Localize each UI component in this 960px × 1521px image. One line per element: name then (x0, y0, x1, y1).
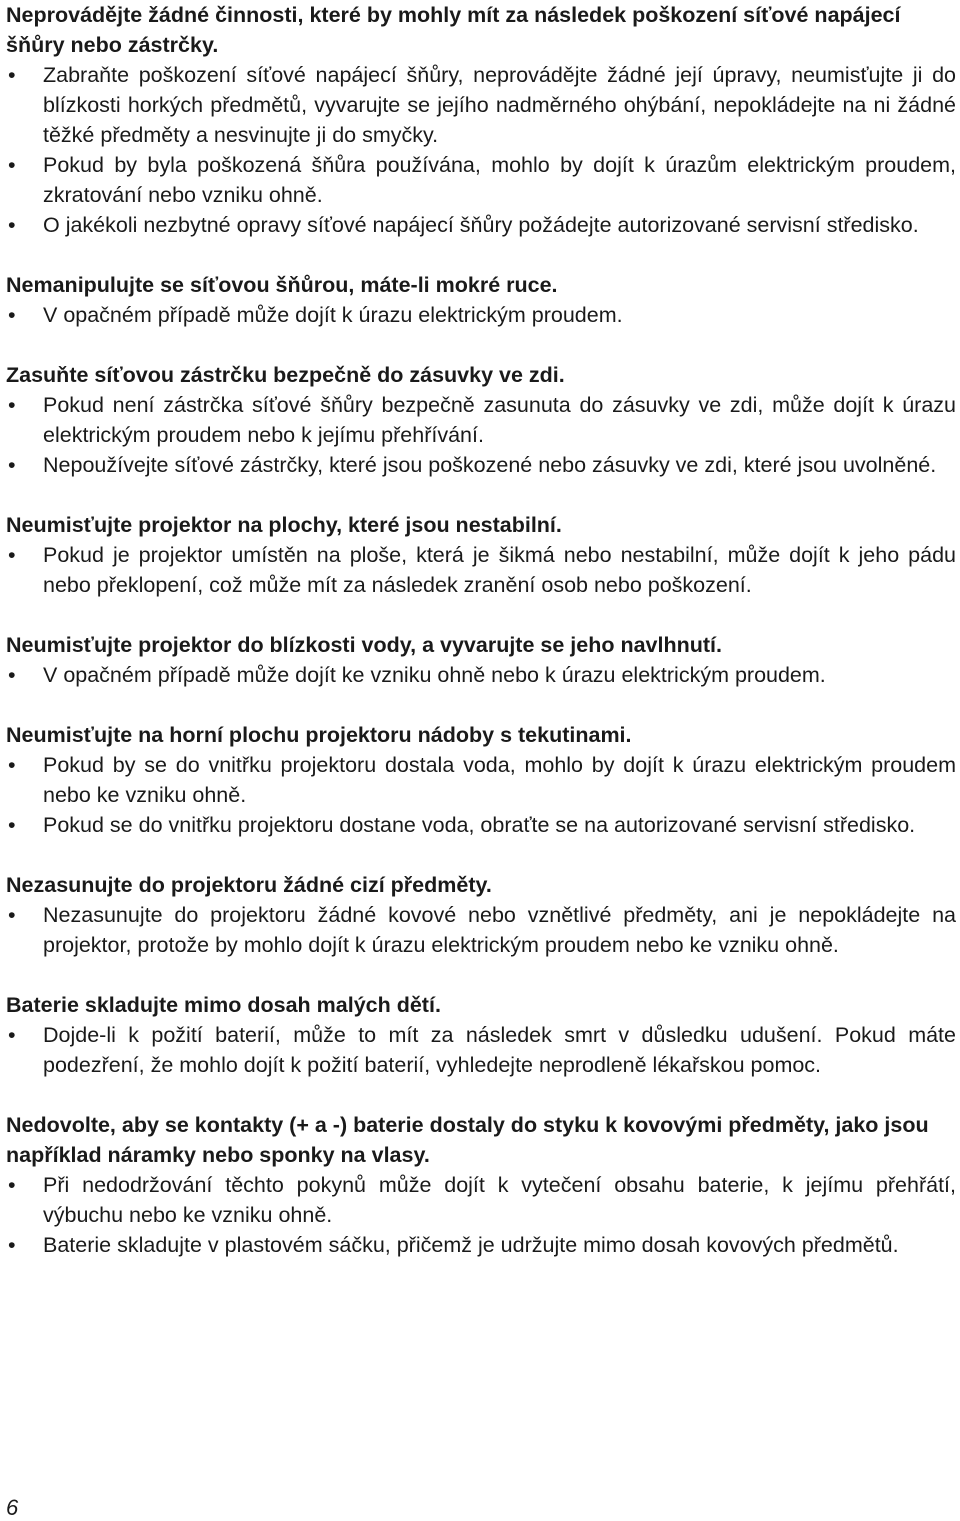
bullet-icon: • (8, 153, 16, 177)
section-unstable-surface (6, 510, 956, 600)
list-item (6, 810, 956, 840)
bullet-icon: • (8, 303, 16, 327)
bullet-icon: • (8, 663, 16, 687)
list-item-text: Při nedodržování těchto pokynů může dojít k vytečení obsahu baterie, k jejímu přehřátí, výbuchu nebo ke vzniku ohně. (43, 1173, 956, 1227)
list-item-text: Zabraňte poškození síťové napájecí šňůry, neprovádějte žádné její úpravy, neumisťujte ji do blízkosti horkých předmětů, vyvarujte se jejího nadměrného ohýbání, nepokládejte na ni žádné těžké předměty a nesvinujte ji do smyčky. (43, 63, 956, 147)
list-item-text: Pokud se do vnitřku projektoru dostane voda, obraťte se na autorizované servisní středisko. (43, 813, 916, 837)
section-battery-contacts (6, 1110, 956, 1260)
section-heading: Nedovolte, aby se kontakty (+ a -) baterie dostaly do styku k kovovými předměty, jako jsou například náramky nebo sponky na vlasy. (6, 1113, 929, 1167)
section-heading: Neumisťujte na horní plochu projektoru nádoby s tekutinami. (6, 723, 632, 747)
list-item (6, 1170, 956, 1230)
bullet-list (6, 1170, 956, 1260)
bullet-icon: • (8, 1173, 16, 1197)
section-gap (6, 840, 956, 870)
document-page (6, 0, 956, 1260)
section-heading: Nemanipulujte se síťovou šňůrou, máte-li mokré ruce. (6, 273, 558, 297)
bullet-list (6, 1020, 956, 1080)
list-item (6, 750, 956, 810)
section-wet-hands (6, 270, 956, 330)
section-liquid-containers (6, 720, 956, 840)
list-item (6, 390, 956, 450)
section-heading: Neprovádějte žádné činnosti, které by mohly mít za následek poškození síťové napájecí šňůry nebo zástrčky. (6, 3, 901, 57)
bullet-list (6, 60, 956, 240)
section-heading: Neumisťujte projektor na plochy, které jsou nestabilní. (6, 513, 562, 537)
section-gap (6, 600, 956, 630)
section-foreign-objects (6, 870, 956, 960)
bullet-list (6, 300, 956, 330)
bullet-list (6, 660, 956, 690)
list-item-text: Dojde-li k požití baterií, může to mít za následek smrt v důsledku udušení. Pokud máte podezření, že mohlo dojít k požití baterií, vyhledejte neprodleně lékařskou pomoc. (43, 1023, 956, 1077)
list-item-text: Nepoužívejte síťové zástrčky, které jsou poškozené nebo zásuvky ve zdi, které jsou uvolněné. (43, 453, 937, 477)
section-gap (6, 690, 956, 720)
bullet-list (6, 390, 956, 480)
list-item (6, 450, 956, 480)
section-heading: Baterie skladujte mimo dosah malých dětí. (6, 993, 441, 1017)
bullet-icon: • (8, 393, 16, 417)
list-item-text: V opačném případě může dojít ke vzniku ohně nebo k úrazu elektrickým proudem. (43, 663, 826, 687)
list-item (6, 300, 956, 330)
section-plug-securely (6, 360, 956, 480)
list-item-text: Pokud by se do vnitřku projektoru dostala voda, mohlo by dojít k úrazu elektrickým proudem nebo ke vzniku ohně. (43, 753, 956, 807)
section-gap (6, 960, 956, 990)
bullet-icon: • (8, 63, 16, 87)
section-gap (6, 330, 956, 360)
bullet-icon: • (8, 453, 16, 477)
list-item (6, 60, 956, 150)
section-heading: Nezasunujte do projektoru žádné cizí předměty. (6, 873, 492, 897)
list-item-text: Baterie skladujte v plastovém sáčku, přičemž je udržujte mimo dosah kovových předmětů. (43, 1233, 899, 1257)
bullet-list (6, 750, 956, 840)
list-item-text: Pokud je projektor umístěn na ploše, která je šikmá nebo nestabilní, může dojít k jeho pádu nebo překlopení, což může mít za následek zranění osob nebo poškození. (43, 543, 956, 597)
bullet-icon: • (8, 753, 16, 777)
list-item-text: Nezasunujte do projektoru žádné kovové nebo vznětlivé předměty, ani je nepokládejte na projektor, protože by mohlo dojít k úrazu elektrickým proudem nebo ke vzniku ohně. (43, 903, 956, 957)
bullet-list (6, 900, 956, 960)
list-item (6, 1230, 956, 1260)
list-item-text: V opačném případě může dojít k úrazu elektrickým proudem. (43, 303, 623, 327)
section-power-cord-damage (6, 0, 956, 240)
list-item (6, 150, 956, 210)
bullet-icon: • (8, 543, 16, 567)
bullet-icon: • (8, 1023, 16, 1047)
section-gap (6, 1080, 956, 1110)
list-item (6, 210, 956, 240)
bullet-icon: • (8, 1233, 16, 1257)
section-heading: Zasuňte síťovou zástrčku bezpečně do zásuvky ve zdi. (6, 363, 565, 387)
bullet-icon: • (8, 903, 16, 927)
list-item (6, 1020, 956, 1080)
list-item (6, 660, 956, 690)
page-number: 6 (6, 1495, 19, 1520)
section-near-water (6, 630, 956, 690)
bullet-icon: • (8, 813, 16, 837)
bullet-icon: • (8, 213, 16, 237)
list-item-text: Pokud by byla poškozená šňůra používána, mohlo by dojít k úrazům elektrickým proudem, zkratování nebo vzniku ohně. (43, 153, 956, 207)
list-item (6, 540, 956, 600)
bullet-list (6, 540, 956, 600)
list-item-text: O jakékoli nezbytné opravy síťové napájecí šňůry požádejte autorizované servisní středisko. (43, 213, 919, 237)
list-item (6, 900, 956, 960)
section-gap (6, 240, 956, 270)
section-gap (6, 480, 956, 510)
section-heading: Neumisťujte projektor do blízkosti vody, a vyvarujte se jeho navlhnutí. (6, 633, 722, 657)
section-batteries-children (6, 990, 956, 1080)
list-item-text: Pokud není zástrčka síťové šňůry bezpečně zasunuta do zásuvky ve zdi, může dojít k úrazu elektrickým proudem nebo k jejímu přehřívání. (43, 393, 956, 447)
